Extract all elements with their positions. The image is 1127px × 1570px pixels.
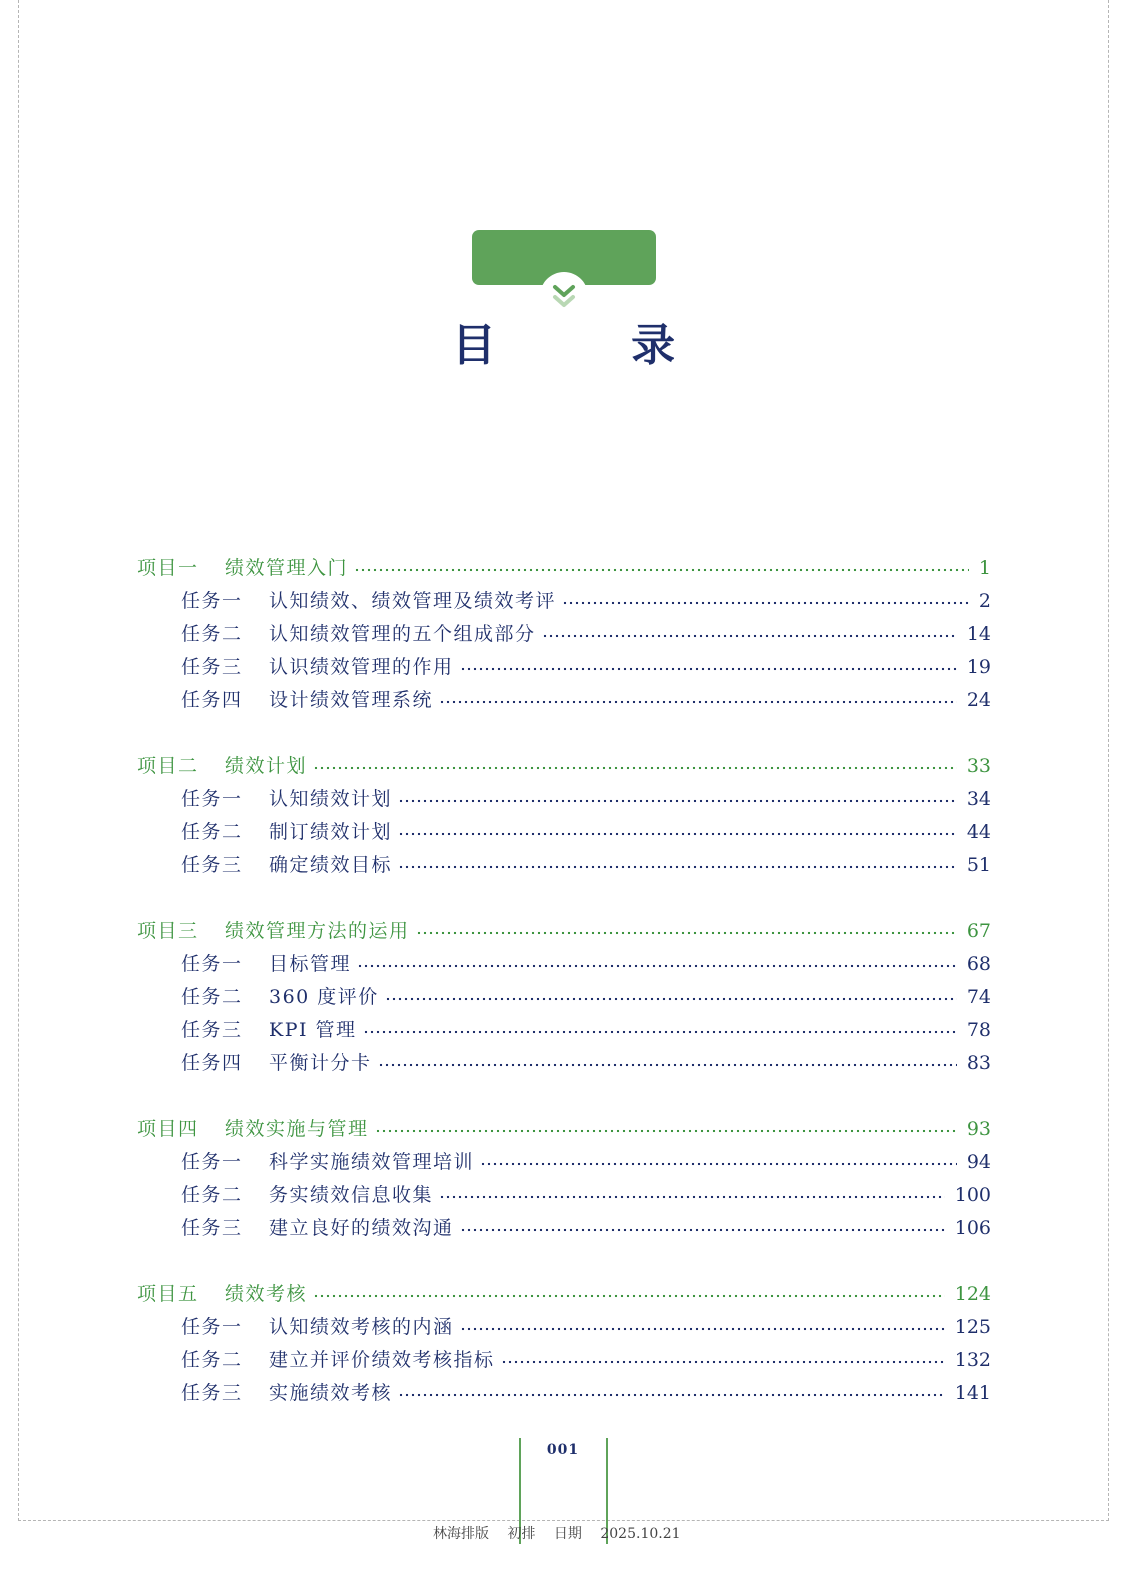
toc-entry-title: 360 度评价: [269, 986, 379, 1008]
toc-entry-number: 任务四: [181, 1052, 243, 1074]
toc-entry-number: 任务三: [181, 1382, 243, 1404]
toc-entry-page: 24: [966, 689, 991, 711]
toc-task-row: [181, 850, 991, 880]
toc-task-row: [181, 586, 991, 616]
dot-leader: [501, 1360, 945, 1364]
print-footer: [433, 1523, 695, 1543]
toc-entry-title: 认识绩效管理的作用: [269, 656, 454, 678]
toc-entry-title: 绩效管理入门: [225, 557, 349, 579]
dot-leader: [313, 1294, 945, 1298]
toc-entry-number: 任务二: [181, 623, 243, 645]
toc-entry-page: 19: [966, 656, 991, 678]
toc-task-row: [181, 1147, 991, 1177]
toc-entry-number: 任务三: [181, 656, 243, 678]
toc-task-row: [181, 817, 991, 847]
footer-date-label: 日期: [553, 1526, 582, 1542]
toc-entry-page: 67: [966, 920, 991, 942]
footer-stage: 初排: [507, 1526, 536, 1542]
dot-leader: [416, 931, 957, 935]
toc-project-row: [137, 1279, 991, 1309]
page-title: 目 录: [451, 320, 736, 371]
toc-task-row: [181, 619, 991, 649]
toc-entry-number: 任务一: [181, 590, 243, 612]
toc-entry-title: 目标管理: [269, 953, 352, 975]
toc-entry-page: 44: [966, 821, 991, 843]
toc-entry-page: 2: [978, 590, 991, 612]
toc-entry-title: 科学实施绩效管理培训: [269, 1151, 475, 1173]
toc-entry-page: 78: [966, 1019, 991, 1041]
dot-leader: [398, 832, 957, 836]
toc-entry-number: 任务四: [181, 689, 243, 711]
toc-entry-page: 74: [966, 986, 991, 1008]
dot-leader: [398, 865, 957, 869]
toc-task-row: [181, 1378, 991, 1408]
toc-entry-number: 任务三: [181, 854, 243, 876]
dot-leader: [398, 1393, 945, 1397]
toc-entry-number: 项目四: [137, 1118, 199, 1140]
toc-entry-number: 项目五: [137, 1283, 199, 1305]
toc-task-row: [181, 1345, 991, 1375]
dot-leader: [460, 667, 957, 671]
dot-leader: [439, 1195, 945, 1199]
dot-leader: [439, 700, 957, 704]
toc-entry-number: 任务一: [181, 1151, 243, 1173]
toc-entry-page: 83: [966, 1052, 991, 1074]
toc-entry-number: 项目二: [137, 755, 199, 777]
toc-task-row: [181, 1180, 991, 1210]
toc-entry-page: 125: [954, 1316, 991, 1338]
toc-entry-number: 任务一: [181, 1316, 243, 1338]
dot-leader: [357, 964, 957, 968]
toc-entry-title: 认知绩效考核的内涵: [269, 1316, 454, 1338]
page-number: 001: [546, 1442, 580, 1458]
toc-entry-page: 132: [954, 1349, 991, 1371]
toc-entry-page: 124: [954, 1283, 991, 1305]
toc-entry-title: 绩效管理方法的运用: [225, 920, 410, 942]
toc-task-row: [181, 1213, 991, 1243]
toc-entry-page: 33: [966, 755, 991, 777]
toc-project-row: [137, 916, 991, 946]
dot-leader: [378, 1063, 957, 1067]
toc-entry-title: 确定绩效目标: [269, 854, 393, 876]
toc-entry-title: 务实绩效信息收集: [269, 1184, 434, 1206]
toc-project-row: [137, 1114, 991, 1144]
toc-entry-page: 106: [954, 1217, 991, 1239]
toc-task-row: [181, 1015, 991, 1045]
toc-entry-number: 任务一: [181, 953, 243, 975]
dot-leader: [375, 1129, 957, 1133]
dot-leader: [562, 601, 969, 605]
toc-entry-number: 任务二: [181, 821, 243, 843]
toc-entry-title: 认知绩效管理的五个组成部分: [269, 623, 536, 645]
toc-entry-title: 实施绩效考核: [269, 1382, 393, 1404]
dot-leader: [354, 568, 969, 572]
toc-entry-number: 任务一: [181, 788, 243, 810]
toc-task-row: [181, 1312, 991, 1342]
toc-entry-title: 建立良好的绩效沟通: [269, 1217, 454, 1239]
toc-entry-page: 34: [966, 788, 991, 810]
toc-project-row: [137, 553, 991, 583]
dot-leader: [313, 766, 957, 770]
dot-leader: [460, 1327, 945, 1331]
toc-entry-page: 100: [954, 1184, 991, 1206]
toc-entry-number: 任务三: [181, 1019, 243, 1041]
toc-entry-page: 1: [978, 557, 991, 579]
toc-entry-number: 任务二: [181, 1349, 243, 1371]
toc-task-row: [181, 652, 991, 682]
toc-entry-page: 94: [966, 1151, 991, 1173]
dot-leader: [363, 1030, 957, 1034]
toc-entry-number: 任务三: [181, 1217, 243, 1239]
toc-entry-title: 设计绩效管理系统: [269, 689, 434, 711]
footer-typesetter: 林海排版: [433, 1526, 489, 1542]
toc-task-row: [181, 1048, 991, 1078]
toc-entry-title: 平衡计分卡: [269, 1052, 372, 1074]
dot-leader: [480, 1162, 957, 1166]
double-chevron-down-icon: [550, 283, 578, 311]
dot-leader: [398, 799, 957, 803]
toc-entry-number: 任务二: [181, 1184, 243, 1206]
toc-entry-number: 项目三: [137, 920, 199, 942]
toc-entry-page: 14: [966, 623, 991, 645]
toc-project-row: [137, 751, 991, 781]
toc-entry-title: KPI 管理: [269, 1019, 357, 1041]
toc-entry-title: 建立并评价绩效考核指标: [269, 1349, 495, 1371]
toc-entry-page: 93: [966, 1118, 991, 1140]
toc-entry-title: 绩效实施与管理: [225, 1118, 369, 1140]
toc-task-row: [181, 685, 991, 715]
dot-leader: [385, 997, 957, 1001]
toc-entry-title: 认知绩效计划: [269, 788, 393, 810]
toc-task-row: [181, 982, 991, 1012]
toc-task-row: [181, 784, 991, 814]
toc-entry-title: 绩效考核: [225, 1283, 308, 1305]
toc-entry-page: 141: [954, 1382, 991, 1404]
toc-entry-page: 51: [966, 854, 991, 876]
toc-task-row: [181, 949, 991, 979]
toc-entry-page: 68: [966, 953, 991, 975]
dot-leader: [460, 1228, 945, 1232]
footer-date: 2025.10.21: [600, 1526, 681, 1542]
toc-entry-title: 绩效计划: [225, 755, 308, 777]
toc-entry-number: 项目一: [137, 557, 199, 579]
toc-entry-number: 任务二: [181, 986, 243, 1008]
toc-entry-title: 制订绩效计划: [269, 821, 393, 843]
dot-leader: [542, 634, 957, 638]
toc-entry-title: 认知绩效、绩效管理及绩效考评: [269, 590, 557, 612]
